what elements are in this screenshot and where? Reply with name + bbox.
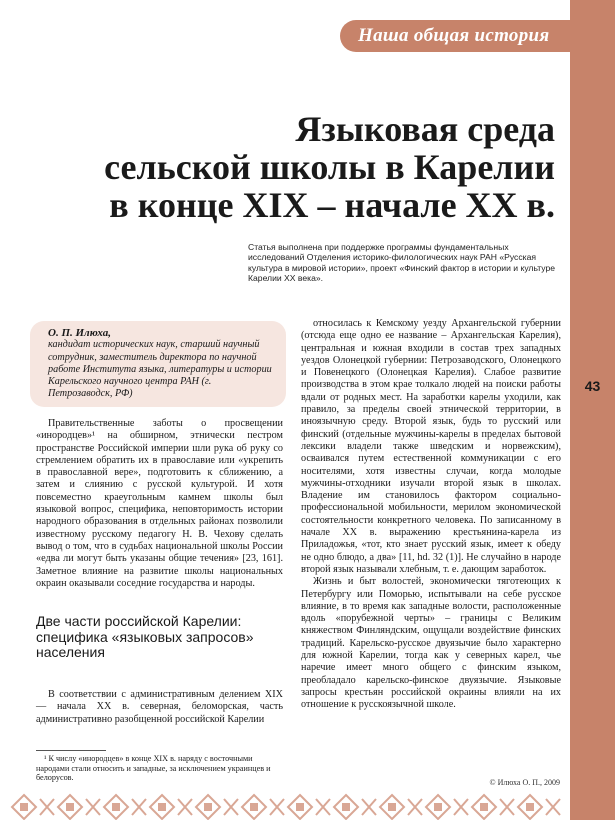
support-note: Статья выполнена при поддержке программы фундаментальных исследований Отделения историко-филологических наук РАН «Русская культура в мировой истории», проект «Финский фактор в истории и культуре Карелии XX века». [248, 242, 556, 284]
title-line-1: Языковая среда [295, 109, 555, 149]
copyright: © Илюха О. П., 2009 [489, 778, 560, 787]
ornament-center [250, 803, 258, 811]
title-line-3: в конце XIX – начале XX в. [109, 185, 555, 225]
ornament-center [158, 803, 166, 811]
left-column-bottom [36, 689, 283, 726]
ornament-cross [86, 799, 100, 815]
ornament-center [388, 803, 396, 811]
page-number: 43 [584, 378, 601, 394]
ornament-center [112, 803, 120, 811]
author-name: О. П. Илюха, [48, 327, 112, 339]
left-bottom-paragraph: В соответствии с административным делением XIX — начала XX в. северная, беломорская, часть административно разобщенной российской Карелии [36, 689, 283, 725]
ornament-cross [454, 799, 468, 815]
accent-side-band [570, 0, 615, 820]
footnote: ¹ К числу «инородцев» в конце XIX в. наряду с восточными народами стали относить и западные, за исключением украинцев и белорусов. [36, 754, 271, 783]
ornament-center [434, 803, 442, 811]
intro-paragraph: Правительственные заботы о просвещении «инородцев»¹ на обширном, этнически пестром пространстве Российской империи шли рука об руку со стремлением обратить их в православие или «укрепить в православной вере», подготовить к сближению, а затем и слиянию с русской культурой. И хотя повсеместно краеугольным камнем школы был языковой вопрос, специфика, неповторимость истории народного образования в отдельных районах позволили известному русскому педагогу Н. В. Чехову сделать вывод о том, что в судьбах национальной школы России «едва ли могут быть указаны общие течения» [23, 161]. Заметное влияние на развитие школы национальных окраин оказывали соседние государства и народы. [36, 418, 283, 589]
ornament-cross [500, 799, 514, 815]
ornament-cross [362, 799, 376, 815]
right-paragraph-1: относилась к Кемскому уезду Архангельской губернии (отсюда еще одно ее название – Архангельская Карелия), центральная и южная входили в состав трех западных уездов Олонецкой губернии: Петрозаводского, Олонецкого и Повенецкого (Олонецкая Карелия). Слабое развитие производства в этом крае толкало людей на поиски работы вдали от родных мест. На заработки карелы уходили, как правило, за пределы своей этнической территории, в иноязычную среду. Второй язык, будь то русский или финский (отдельные мужчины-карелы в пределах бытовой лексики владели также шведским и норвежским), осваивался путем естественной коммуникации с его носителями, хотя известны случаи, когда молодые мужчины-отходники изучали второй язык в школах. Владение им становилось фактором социально-профессиональной мобильности, мерилом экономической состоятельности конкретного человека. По записанному в начале XX в. выражению крестьянина-карела из Приладожья, «тот, кто знает русский язык, имеет к обеду не одно блюдо, а два» [11, hd. 32 (1)]. Не случайно в народе второй язык называли хлебным, т. е. дающим заработок. [301, 318, 561, 575]
title-line-2: сельской школы в Карелии [104, 147, 555, 187]
ornament-cross [316, 799, 330, 815]
ornament-cross [408, 799, 422, 815]
right-column [301, 318, 561, 712]
ornament-center [20, 803, 28, 811]
ornament-center [204, 803, 212, 811]
ornament-cross [546, 799, 560, 815]
ornament-center [66, 803, 74, 811]
ornament-center [296, 803, 304, 811]
ornament-cross [270, 799, 284, 815]
ornament-center [480, 803, 488, 811]
author-description: кандидат исторических наук, старший научный сотрудник, заместитель директора по научной работе Института языка, литературы и истории Карельского научного центра РАН (г. Петрозаводск, РФ) [48, 339, 272, 400]
ornament-cross [132, 799, 146, 815]
article-title [35, 110, 555, 224]
folk-ornament-icon [0, 790, 570, 820]
author-box [30, 321, 286, 407]
section-title: Наша общая история [358, 25, 550, 46]
footnote-rule [36, 750, 106, 751]
section-header-band [340, 20, 570, 52]
ornament-cross [178, 799, 192, 815]
ornament-cross [224, 799, 238, 815]
ornament-center [526, 803, 534, 811]
ornament-cross [40, 799, 54, 815]
ornament-center [342, 803, 350, 811]
left-column-intro [36, 418, 283, 590]
section-heading: Две части российской Карелии: специфика «языковых запросов» населения [36, 613, 254, 660]
right-paragraph-2: Жизнь и быт волостей, экономически тяготеющих к Петербургу или Поморью, испытывали на себе русское влияние, в то время как западные волости, расположенные вдоль «порубежной черты» – границы с Великим княжеством Финляндским, ощущали воздействие финских традиций. Карельско-русское двуязычие было характерно для южной Карелии, тогда как у северных карел, чье наречие имеет много общего с финским языком, преобладало карельско-финское двуязычие. Языковые запросы крестьян российской окраины влияли на их отношение к русскоязычной школе. [301, 576, 561, 711]
